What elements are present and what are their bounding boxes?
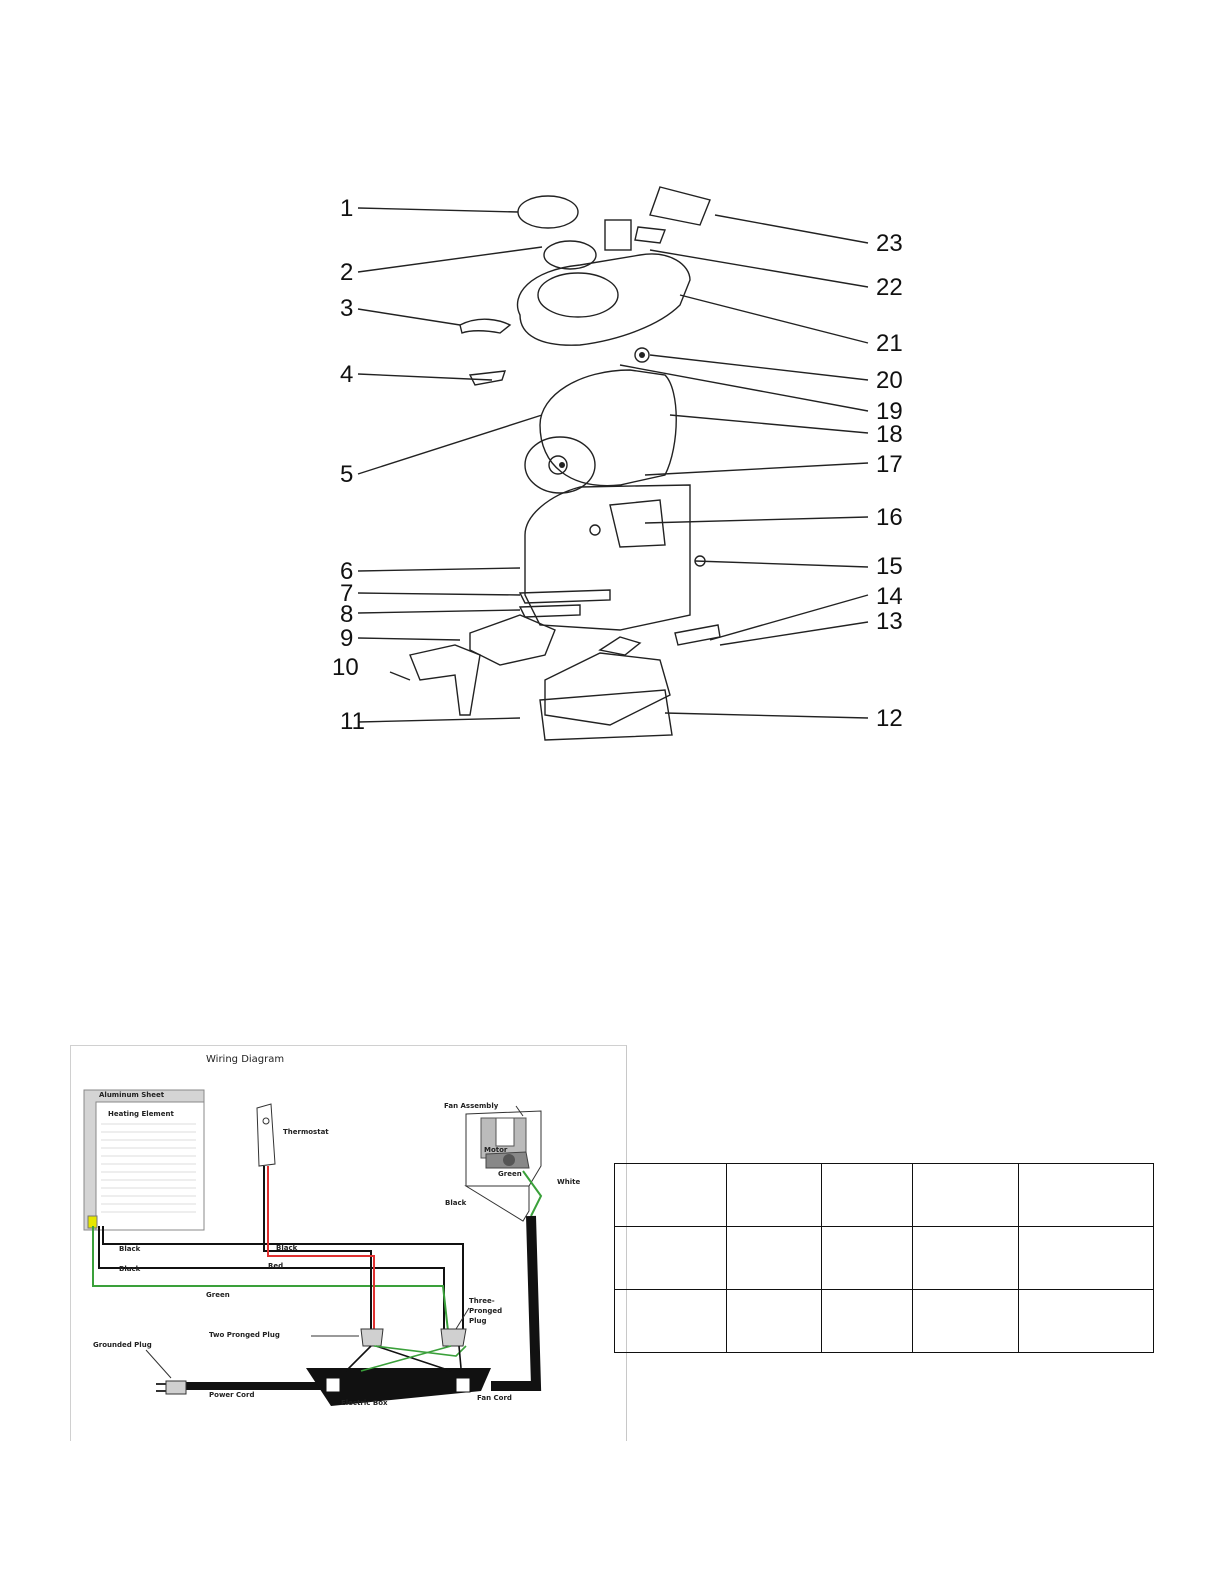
callout-6: 6 [340,558,354,585]
table-cell [913,1164,1019,1227]
callout-5: 5 [340,461,354,488]
callout-3: 3 [340,295,354,322]
label-black-2: Black [276,1244,298,1252]
label-power-cord: Power Cord [209,1391,255,1399]
callout-20: 20 [876,367,903,394]
label-fan-cord: Fan Cord [477,1394,512,1402]
label-aluminum-sheet: Aluminum Sheet [99,1091,165,1099]
wiring-diagram [70,1045,627,1441]
table-cell [1019,1227,1154,1290]
callout-19: 19 [876,398,903,425]
callout-7: 7 [340,580,354,607]
label-electric-box: Electric Box [341,1399,388,1407]
label-black-1: Black [119,1245,141,1253]
label-thermostat: Thermostat [283,1128,329,1136]
label-red: Red [268,1262,284,1270]
label-two-pronged-plug: Two Pronged Plug [209,1331,280,1339]
label-white: White [557,1178,581,1186]
callout-2: 2 [340,259,354,286]
label-black-fan: Black [445,1199,467,1207]
table-cell [1019,1164,1154,1227]
table-cell [822,1227,913,1290]
callout-15: 15 [876,553,903,580]
callout-9: 9 [340,625,354,652]
label-motor: Motor [484,1146,508,1154]
callout-17: 17 [876,451,903,478]
table-cell [913,1227,1019,1290]
callout-11: 11 [340,708,365,735]
table-cell [822,1290,913,1353]
callout-1: 1 [340,195,354,222]
callout-16: 16 [876,504,903,531]
callout-14: 14 [876,583,903,610]
table-cell [727,1227,822,1290]
table-cell [1019,1290,1154,1353]
callout-12: 12 [876,705,903,732]
label-green-fan: Green [498,1170,522,1178]
callout-18: 18 [876,421,903,448]
callout-23: 23 [876,230,903,257]
label-green: Green [206,1291,230,1299]
label-black-3: Black [119,1265,141,1273]
callout-8: 8 [340,601,354,628]
table-row [615,1164,1154,1227]
exploded-parts-view [320,175,920,745]
wiring-diagram-title: Wiring Diagram [206,1054,285,1065]
label-fan-assembly: Fan Assembly [444,1102,499,1110]
table-row [615,1290,1154,1353]
blank-grid-table [614,1163,1154,1353]
table-cell [822,1164,913,1227]
table-row [615,1227,1154,1290]
label-three-pronged-plug: Three- Pronged Plug [469,1297,503,1325]
table-cell [913,1290,1019,1353]
table-cell [615,1290,727,1353]
table-cell [615,1164,727,1227]
label-grounded-plug: Grounded Plug [93,1341,152,1349]
callout-13: 13 [876,608,903,635]
table-cell [727,1164,822,1227]
callout-22: 22 [876,274,903,301]
table-cell [727,1290,822,1353]
label-heating-element: Heating Element [108,1110,174,1118]
callout-4: 4 [340,361,354,388]
table-cell [615,1227,727,1290]
exploded-parts-drawing [320,175,920,745]
callout-21: 21 [876,330,903,357]
wiring-drawing [71,1046,626,1441]
callout-10: 10 [332,654,359,681]
